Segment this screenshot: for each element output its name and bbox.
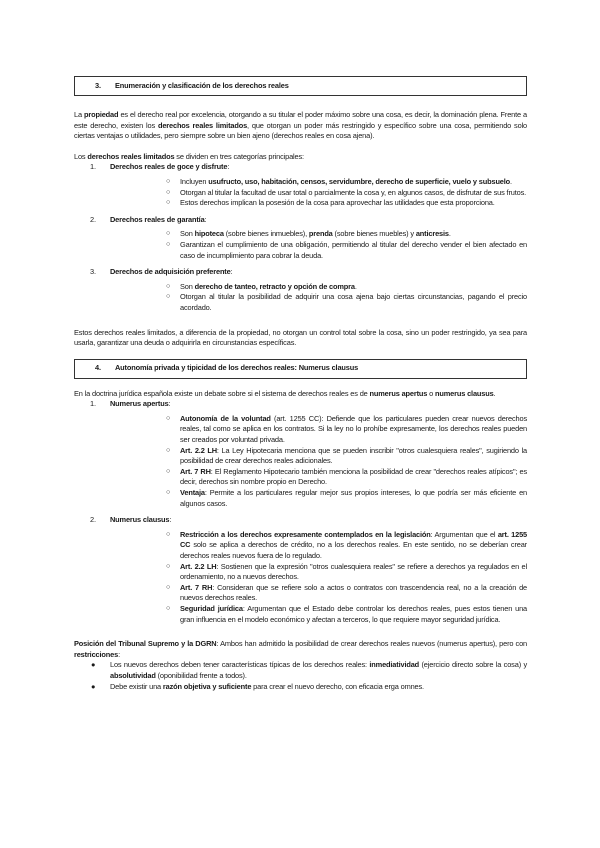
intro-paragraph-1: La propiedad es el derecho real por excelencia, otorgando a su titular el poder máximo sobre una cosa, es decir, la dominación plena. Frente a este derecho, existen los derechos reales limitados, que otorgan un poder más restringido y específico sobre una cosa, permitiendo solo ciertas ventajas o utilidades, pero siempre sobre un bien ajeno (derechos reales en cosa ajena). <box>74 110 528 141</box>
section-4-intro: En la doctrina jurídica española existe un debate sobre si el sistema de derechos reales es de numerus apertus o numerus clausus. <box>74 388 496 398</box>
circle-bullet-icon: ○ <box>166 282 171 290</box>
bullet-icon: ● <box>91 681 96 691</box>
section-3-number: 3. <box>95 80 101 90</box>
category-2-items <box>110 229 527 261</box>
restrictions-list <box>74 660 527 692</box>
category-1-title: Derechos reales de goce y disfrute <box>110 162 228 172</box>
intro-paragraph-2: Los derechos reales limitados se dividen en tres categorías principales: <box>74 151 304 161</box>
list-item: ○ Restricción a los derechos expresamente contemplados en la legislación: Argumentan que el art. 1255 CC solo se aplica a derechos de crédito, no a los derechos reales. En este sentido, no se deberían crear derechos reales nuevos fuera de lo regulado. <box>166 529 527 560</box>
list-item: ● Debe existir una razón objetiva y suficiente para crear el nuevo derecho, con eficacia erga omnes. <box>91 681 424 691</box>
circle-bullet-icon: ○ <box>166 230 171 238</box>
list-item: ○ Seguridad jurídica: Argumentan que el Estado debe controlar los derechos reales, pues estos tienen una gran influencia en el modelo económico y afectan a terceros, lo que requiere mayor seguridad jurídica. <box>166 603 528 624</box>
numerus-apertus-title: Numerus apertus <box>110 399 169 409</box>
list-item: ○ Art. 2.2 LH: La Ley Hipotecaria menciona que se pueden inscribir "otros cualesquiera reales", sugiriendo la posibilidad de crear derechos reales adicionales. <box>166 445 528 466</box>
section-3-title: Enumeración y clasificación de los derechos reales <box>115 80 289 90</box>
category-3: 3. Derechos de adquisición preferente: ○ Son derecho de tanteo, retracto y opción de compra. ○ Otorgan al titular la posibilidad de adquirir una cosa ajena bajo ciertas circunstancias, pagando el precio acordado. <box>90 267 527 312</box>
circle-bullet-icon: ○ <box>166 240 171 248</box>
circle-bullet-icon: ○ <box>166 604 171 612</box>
categories-list <box>74 162 527 313</box>
list-item: ○ Otorgan al titular la facultad de usar total o parcialmente la cosa y, en algunos casos, de disfrutar de sus frutos. <box>166 187 527 197</box>
list-item: ○ Son derecho de tanteo, retracto y opción de compra. <box>166 281 357 291</box>
list-item: ○ Art. 7 RH: Consideran que se refiere solo a actos o contratos con trascendencia real, no a la creación de nuevos derechos reales. <box>166 582 527 603</box>
numerus-apertus-items <box>110 414 527 509</box>
category-2-title: Derechos reales de garantía <box>110 214 205 224</box>
section-4-number: 4. <box>95 363 101 373</box>
list-item: ○ Autonomía de la voluntad (art. 1255 CC): Defiende que los particulares pueden crear nuevos derechos reales, tal como se aplica en los contratos. Si la ley no lo prohíbe expresamente, los derechos reales pueden ser creados por voluntad privada. <box>166 413 527 445</box>
numerus-clausus-title: Numerus clausus <box>110 515 170 525</box>
list-item: ○ Estos derechos implican la posesión de la cosa para aprovechar las utilidades que esta proporciona. <box>166 198 495 208</box>
circle-bullet-icon: ○ <box>166 562 171 570</box>
list-item: ○ Otorgan al titular la posibilidad de adquirir una cosa ajena bajo ciertas circunstancias, pagando el precio acordado. <box>166 292 527 312</box>
circle-bullet-icon: ○ <box>166 188 171 196</box>
circle-bullet-icon: ○ <box>166 489 171 497</box>
list-item: ○ Ventaja: Permite a los particulares regular mejor sus propios intereses, lo que podría ser más eficiente en algunos casos. <box>166 488 527 508</box>
numerus-list <box>74 399 527 625</box>
section-4-title: Autonomía privada y tipicidad de los derechos reales: Numerus clausus <box>115 363 359 373</box>
list-item: ○ Art. 7 RH: El Reglamento Hipotecario también menciona la posibilidad de crear "derechos reales atípicos"; es decir, derechos sin nombre propio en Derecho. <box>166 466 527 487</box>
document-page <box>74 76 527 692</box>
list-item: ○ Son hipoteca (sobre bienes inmuebles), prenda (sobre bienes muebles) y anticresis. <box>166 229 451 239</box>
circle-bullet-icon: ○ <box>166 414 171 422</box>
section-3-heading <box>74 76 527 96</box>
bullet-icon: ● <box>91 660 96 670</box>
numerus-apertus: 1. Numerus apertus: ○ Autonomía de la voluntad (art. 1255 CC): Defiende que los particulares pueden crear nuevos derechos reales, tal como se aplica en los contratos. Si la ley no lo prohíbe expresamente, los derechos reales pueden ser creados por voluntad privada. ○ Art. 2.2 LH: La Ley Hipotecaria menciona que se pueden inscribir "otros cualesquiera reales", sugiriendo la posibilidad de crear derechos reales adicionales. ○ Art. 7 RH: El Reglamento Hipotecario también menciona la posibilidad de crear "derechos reales atípicos"; es decir, derechos sin nombre propio en Derecho. ○ Ventaja: Permite a los particulares regular mejor sus propios intereses, lo que podría ser más eficiente en algunos casos. <box>90 399 528 508</box>
list-item: ○ Incluyen usufructo, uso, habitación, censos, servidumbre, derecho de superficie, vuelo y subsuelo. <box>166 176 512 186</box>
circle-bullet-icon: ○ <box>166 530 171 538</box>
circle-bullet-icon: ○ <box>166 293 171 301</box>
category-3-items <box>110 282 527 314</box>
category-3-title: Derechos de adquisición preferente <box>110 267 231 277</box>
section-3-closing: Estos derechos reales limitados, a diferencia de la propiedad, no otorgan un control total sobre la cosa, sino un poder restringido, ya sea para usarla, garantizar una deuda o adquirirla en circunstancias específicas. <box>74 327 527 348</box>
category-2: 2. Derechos reales de garantía: ○ Son hipoteca (sobre bienes inmuebles), prenda (sobre bienes muebles) y anticresis. ○ Garantizan el cumplimiento de una obligación, permitiendo al titular del derecho vender el bien afectado en caso de incumplimiento para cobrar la deuda. <box>90 214 527 260</box>
circle-bullet-icon: ○ <box>166 199 171 207</box>
position-paragraph: Posición del Tribunal Supremo y la DGRN: Ambos han admitido la posibilidad de crear derechos reales nuevos (numerus apertus), pero con restricciones: <box>74 639 527 659</box>
list-item: ● Los nuevos derechos deben tener características típicas de los derechos reales: inmediatividad (ejercicio directo sobre la cosa) y absolutividad (oponibilidad frente a todos). <box>91 660 527 680</box>
list-item: ○ Art. 2.2 LH: Sostienen que la expresión "otros cualesquiera reales" se refiere a derechos ya regulados en el ordenamiento, no a nuevos derechos. <box>166 561 527 582</box>
circle-bullet-icon: ○ <box>166 446 171 454</box>
list-item: ○ Garantizan el cumplimiento de una obligación, permitiendo al titular del derecho vender el bien afectado en caso de incumplimiento para cobrar la deuda. <box>166 239 527 260</box>
numerus-clausus: 2. Numerus clausus: ○ Restricción a los derechos expresamente contemplados en la legislación: Argumentan que el art. 1255 CC solo se aplica a derechos de crédito, no a los derechos reales. En este sentido, no se deberían crear derechos reales nuevos fuera de lo regulado. ○ Art. 2.2 LH: Sostienen que la expresión "otros cualesquiera reales" se refiere a derechos ya regulados en el ordenamiento, no a nuevos derechos. ○ Art. 7 RH: Consideran que se refiere solo a actos o contratos con trascendencia real, no a la creación de nuevos derechos reales. ○ Seguridad jurídica: Argumentan que el Estado debe controlar los derechos reales, pues estos tienen una gran influencia en el modelo económico y afectan a terceros, lo que requiere mayor seguridad jurídica. <box>90 515 528 624</box>
section-4-heading <box>74 359 527 379</box>
numerus-clausus-items <box>110 530 527 625</box>
circle-bullet-icon: ○ <box>166 467 171 475</box>
circle-bullet-icon: ○ <box>166 583 171 591</box>
category-1-items <box>110 177 527 209</box>
circle-bullet-icon: ○ <box>166 177 171 185</box>
category-1: 1. Derechos reales de goce y disfrute: ○ Incluyen usufructo, uso, habitación, censos, servidumbre, derecho de superficie, vuelo y subsuelo. ○ Otorgan al titular la facultad de usar total o parcialmente la cosa y, en algunos casos, de disfrutar de sus frutos. ○ Estos derechos implican la posesión de la cosa para aprovechar las utilidades que esta proporciona. <box>90 162 527 208</box>
